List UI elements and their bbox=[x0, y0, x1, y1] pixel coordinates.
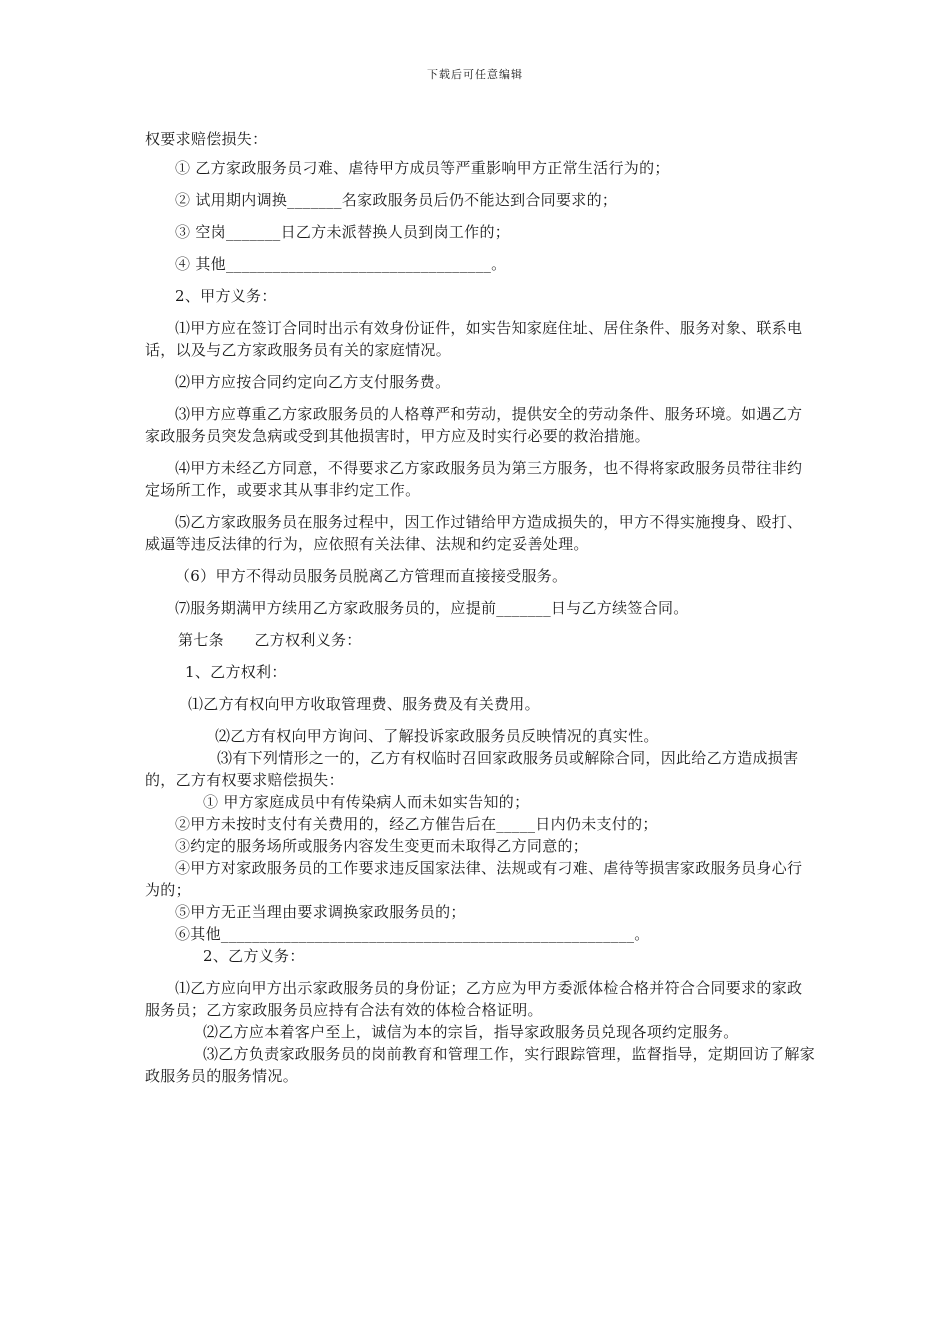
paragraph: ⑵乙方应本着客户至上，诚信为本的宗旨，指导家政服务员兑现各项约定服务。 bbox=[203, 1023, 739, 1041]
paragraph: ⑴甲方应在签订合同时出示有效身份证件，如实告知家庭住址、居住条件、服务对象、联系电话，以及与乙方家政服务员有关的家庭情况。 bbox=[145, 319, 803, 359]
paragraph: ②甲方未按时支付有关费用的，经乙方催告后在_____日内仍未支付的； bbox=[175, 815, 658, 833]
paragraph: ⑺服务期满甲方续用乙方家政服务员的，应提前_______日与乙方续签合同。 bbox=[175, 599, 689, 617]
paragraph: ⑤甲方无正当理由要求调换家政服务员的； bbox=[175, 903, 466, 921]
paragraph: ③ 空岗_______日乙方未派替换人员到岗工作的； bbox=[175, 223, 511, 241]
paragraph: 2、乙方义务： bbox=[203, 947, 305, 965]
paragraph: （6）甲方不得动员服务员脱离乙方管理而直接接受服务。 bbox=[175, 567, 568, 585]
paragraph: ⑴乙方应向甲方出示家政服务员的身份证；乙方应为甲方委派体检合格并符合合同要求的家政服务员；乙方家政服务员应持有合法有效的体检合格证明。 bbox=[145, 979, 803, 1019]
paragraph: ⑸乙方家政服务员在服务过程中，因工作过错给甲方造成损失的，甲方不得实施搜身、殴打、威逼等违反法律的行为，应依照有关法律、法规和约定妥善处理。 bbox=[145, 513, 803, 553]
paragraph: ⑷甲方未经乙方同意，不得要求乙方家政服务员为第三方服务，也不得将家政服务员带往非约定场所工作，或要求其从事非约定工作。 bbox=[145, 459, 803, 499]
document-body bbox=[145, 128, 817, 1087]
paragraph: ⑶乙方负责家政服务员的岗前教育和管理工作，实行跟踪管理，监督指导，定期回访了解家政服务员的服务情况。 bbox=[145, 1045, 816, 1085]
paragraph: ⑵乙方有权向甲方询问、了解投诉家政服务员反映情况的真实性。 bbox=[215, 727, 659, 745]
page-header: 下载后可任意编辑 bbox=[427, 68, 523, 81]
paragraph: ① 甲方家庭成员中有传染病人而未如实告知的； bbox=[203, 793, 530, 811]
paragraph: ⑥其他_____________________________________________________。 bbox=[175, 925, 650, 943]
paragraph: 权要求赔偿损失： bbox=[145, 130, 268, 148]
paragraph: ① 乙方家政服务员刁难、虐待甲方成员等严重影响甲方正常生活行为的； bbox=[175, 159, 670, 177]
paragraph: ④甲方对家政服务员的工作要求违反国家法律、法规或有刁难、虐待等损害家政服务员身心行为的； bbox=[145, 859, 803, 899]
paragraph: 2、甲方义务： bbox=[175, 287, 277, 305]
paragraph: ⑵甲方应按合同约定向乙方支付服务费。 bbox=[175, 373, 451, 391]
paragraph: ⑶甲方应尊重乙方家政服务员的人格尊严和劳动，提供安全的劳动条件、服务环境。如遇乙方家政服务员突发急病或受到其他损害时，甲方应及时实行必要的救治措施。 bbox=[145, 405, 803, 445]
paragraph: ③约定的服务场所或服务内容发生变更而未取得乙方同意的； bbox=[175, 837, 589, 855]
paragraph: 1、乙方权利： bbox=[185, 663, 287, 681]
paragraph: ⑶有下列情形之一的，乙方有权临时召回家政服务员或解除合同，因此给乙方造成损害的，乙方有权要求赔偿损失： bbox=[145, 749, 799, 789]
paragraph: ④ 其他__________________________________。 bbox=[175, 255, 507, 273]
paragraph: ② 试用期内调换_______名家政服务员后仍不能达到合同要求的； bbox=[175, 191, 618, 209]
section-heading: 第七条 乙方权利义务： bbox=[178, 631, 362, 649]
paragraph: ⑴乙方有权向甲方收取管理费、服务费及有关费用。 bbox=[188, 695, 540, 713]
